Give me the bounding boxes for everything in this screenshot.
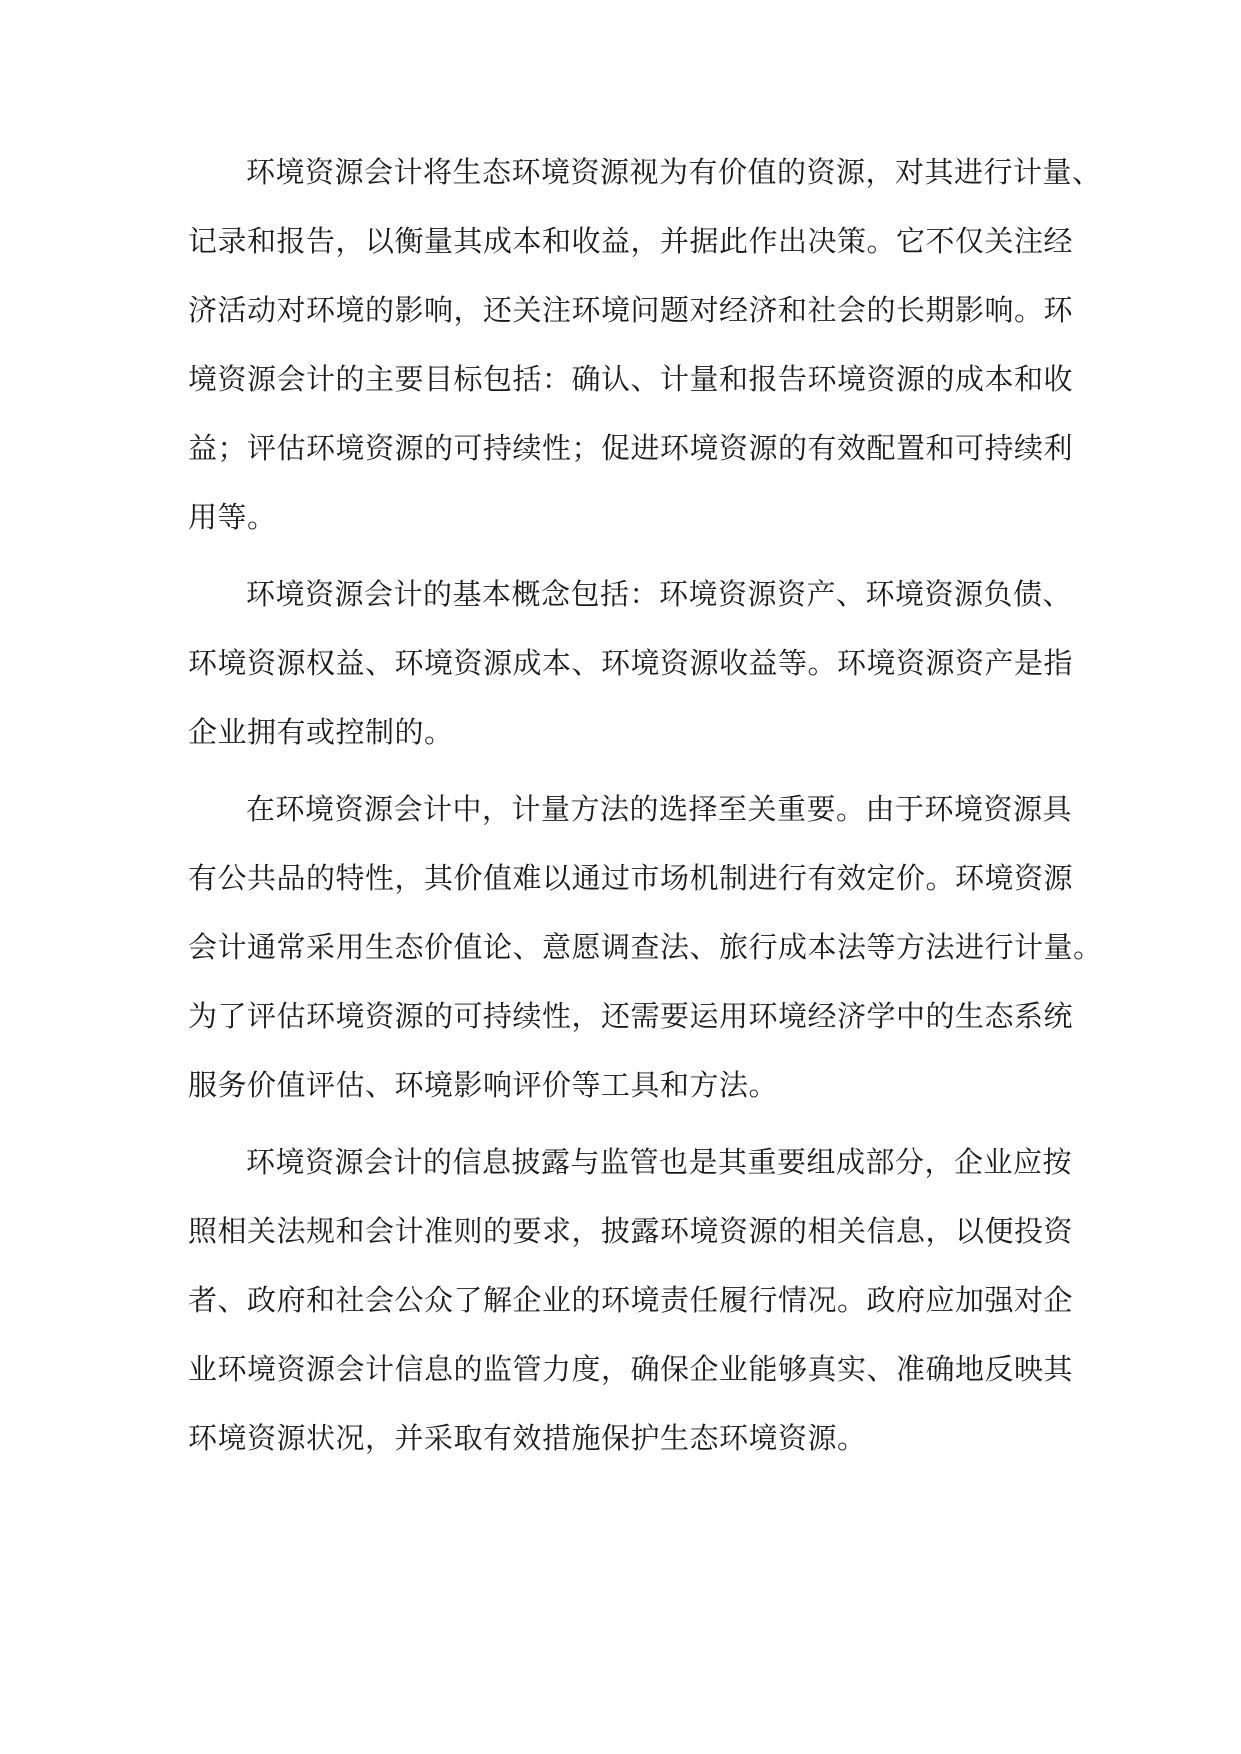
- paragraph: [188, 775, 1103, 1120]
- paragraph: [188, 138, 1102, 552]
- text-line: 业环境资源会计信息的监管力度，确保企业能够真实、准确地反映其: [188, 1352, 1074, 1386]
- text-line: 企业拥有或控制的。: [188, 715, 454, 749]
- text-line: 环境资源会计的基本概念包括：环境资源资产、环境资源负债、: [246, 577, 1073, 611]
- text-line: 有公共品的特性，其价值难以通过市场机制进行有效定价。环境资源: [188, 861, 1074, 895]
- text-line: 境资源会计的主要目标包括：确认、计量和报告环境资源的成本和收: [188, 362, 1074, 396]
- text-line: 记录和报告，以衡量其成本和收益，并据此作出决策。它不仅关注经: [188, 224, 1074, 258]
- text-line: 用等。: [188, 500, 277, 534]
- text-line: 会计通常采用生态价值论、意愿调查法、旅行成本法等方法进行计量。: [188, 930, 1103, 964]
- paragraph: [188, 560, 1074, 767]
- text-line: 为了评估环境资源的可持续性，还需要运用环境经济学中的生态系统: [188, 999, 1074, 1033]
- paragraph: [188, 1128, 1074, 1473]
- text-line: 环境资源状况，并采取有效措施保护生态环境资源。: [188, 1421, 867, 1455]
- document-body: [188, 138, 1103, 1473]
- paragraph-gap: [188, 552, 1053, 560]
- text-line: 照相关法规和会计准则的要求，披露环境资源的相关信息，以便投资: [188, 1214, 1074, 1248]
- text-line: 济活动对环境的影响，还关注环境问题对经济和社会的长期影响。环: [188, 293, 1074, 327]
- text-line: 环境资源权益、环境资源成本、环境资源收益等。环境资源资产是指: [188, 646, 1074, 680]
- text-line: 环境资源会计的信息披露与监管也是其重要组成部分，企业应按: [246, 1145, 1073, 1179]
- text-line: 在环境资源会计中，计量方法的选择至关重要。由于环境资源具: [246, 792, 1073, 826]
- text-line: 服务价值评估、环境影响评价等工具和方法。: [188, 1068, 779, 1102]
- text-line: 环境资源会计将生态环境资源视为有价值的资源，对其进行计量、: [246, 155, 1102, 189]
- paragraph-gap: [188, 1120, 1053, 1128]
- text-line: 者、政府和社会公众了解企业的环境责任履行情况。政府应加强对企: [188, 1283, 1074, 1317]
- paragraph-gap: [188, 767, 1053, 775]
- text-line: 益；评估环境资源的可持续性；促进环境资源的有效配置和可持续利: [188, 431, 1074, 465]
